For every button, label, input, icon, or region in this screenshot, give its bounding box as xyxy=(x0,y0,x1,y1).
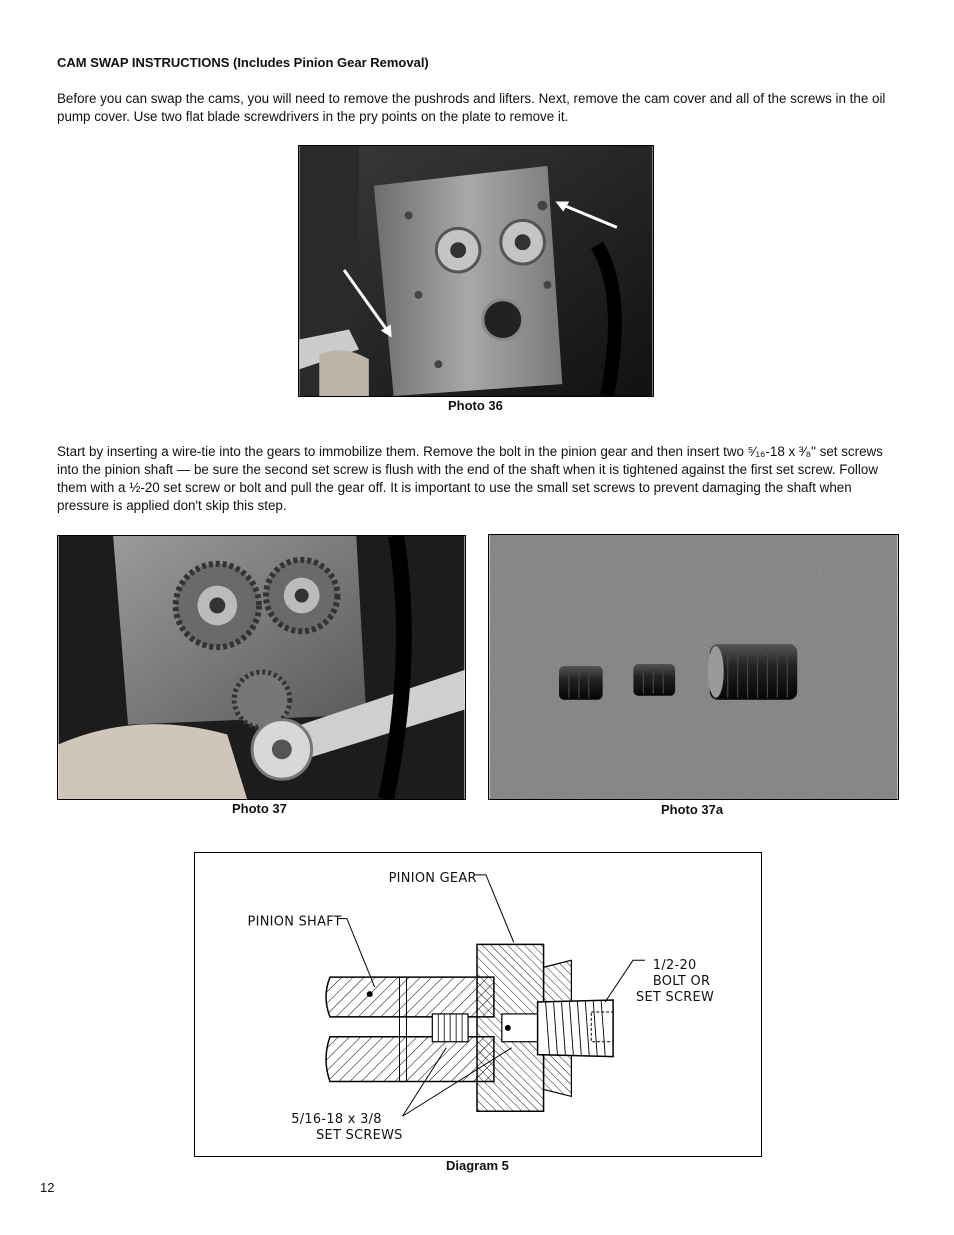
label-bolt-2: BOLT OR xyxy=(652,974,711,990)
label-pinion-gear: PINION GEAR xyxy=(388,870,477,886)
label-bolt-1: 1/2-20 xyxy=(652,958,697,974)
label-bolt-3: SET SCREW xyxy=(635,990,715,1006)
photo-37a-caption: Photo 37a xyxy=(661,802,724,817)
intro-paragraph: Before you can swap the cams, you will need to remove the pushrods and lifters. Next, remove the cam cover and all of the screws in the oil pump cover. Use two flat blade screwdrivers in the pry points on the plate to remove it. xyxy=(57,91,886,124)
label-set-screws-1: 5/16-18 x 3/8 xyxy=(291,1112,382,1128)
label-pinion-shaft: PINION SHAFT xyxy=(247,914,342,930)
photo-36-caption: Photo 36 xyxy=(448,398,503,413)
photo-37 xyxy=(57,535,466,800)
photo-36 xyxy=(298,145,654,397)
diagram-5 xyxy=(194,852,762,1157)
photo-37a xyxy=(488,534,899,800)
photo-37-image xyxy=(58,536,465,799)
diagram-5-caption: Diagram 5 xyxy=(446,1158,509,1173)
photo-37a-image xyxy=(489,535,898,799)
section-heading: CAM SWAP INSTRUCTIONS (Includes Pinion Gear Removal) xyxy=(57,55,429,70)
instructions-paragraph: Start by inserting a wire-tie into the gears to immobilize them. Remove the bolt in the pinion gear and then insert two ⁵⁄₁₆-18 x ³⁄₈" set screws into the pinion shaft — be sure the second set screw is flush with the end of the shaft when it is tightened against the first set screw. Follow them with a ½-20 set screw or bolt and pull the gear off. It is important to use the small set screws to prevent damaging the shaft when pressure is applied don't skip this step. xyxy=(57,444,883,513)
page-number: 12 xyxy=(40,1180,55,1195)
diagram-5-drawing xyxy=(195,853,761,1156)
photo-37-caption: Photo 37 xyxy=(232,801,287,816)
label-set-screws-2: SET SCREWS xyxy=(316,1128,403,1144)
photo-36-image xyxy=(299,146,653,396)
